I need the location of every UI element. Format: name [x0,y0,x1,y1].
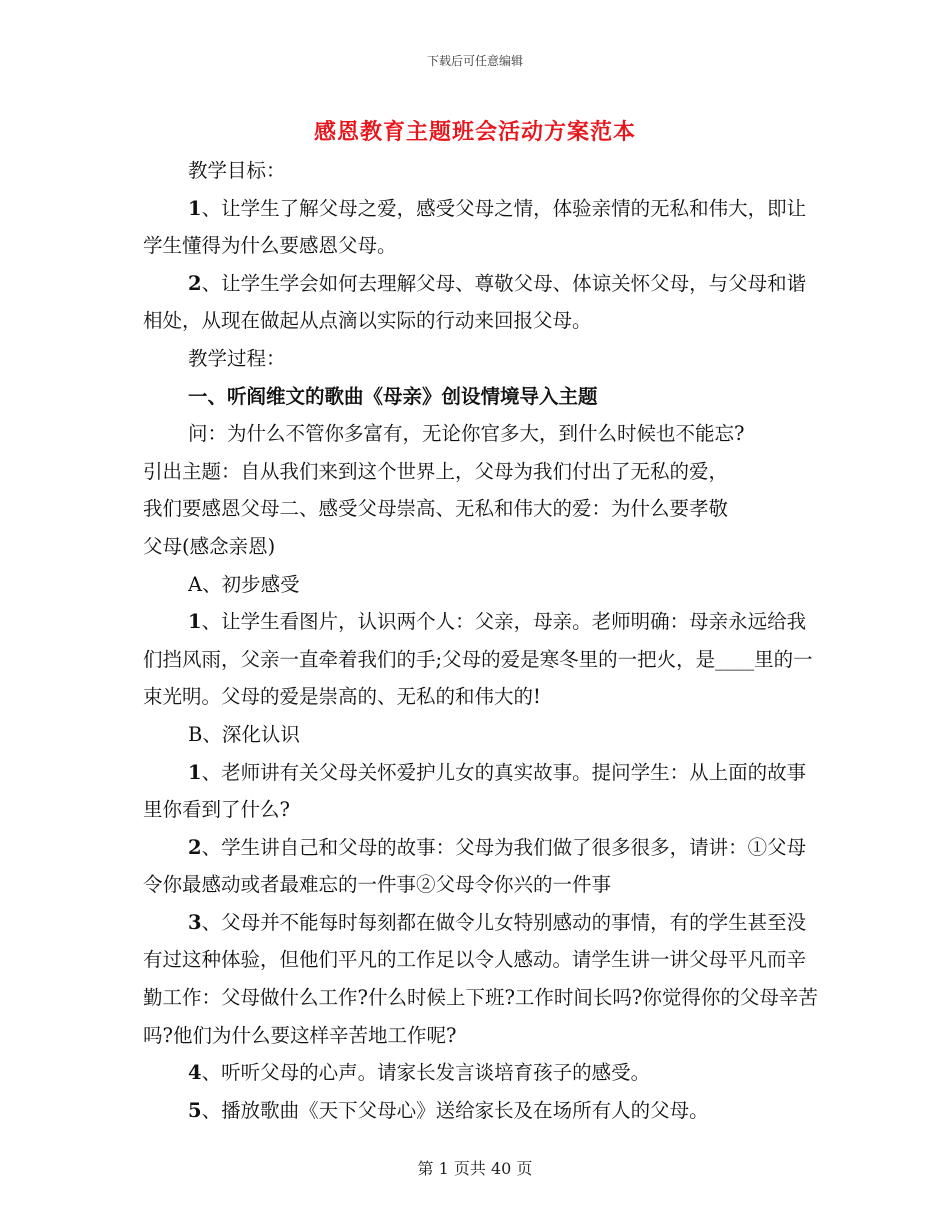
paragraph-question-line-2: 引出主题：自从我们来到这个世界上，父母为我们付出了无私的爱， [143,459,729,483]
item-number: 1 [188,760,202,784]
paragraph-text: 、让学生了解父母之爱，感受父母之情，体验亲情的无私和伟大，即让学生懂得为什么要感恩父母。 [143,196,807,258]
paragraph-teaching-process-heading: 教学过程： [188,346,286,370]
paragraph-question-line-4: 父母(感念亲恩) [143,534,276,558]
paragraph-b-1 [143,754,823,829]
paragraph-teaching-goals-heading: 教学目标： [188,159,286,182]
item-number: 1 [188,196,202,220]
header-note: 下载后可任意编辑 [426,54,523,68]
paragraph-text: 、让学生看图片，认识两个人：父亲，母亲。老师明确：母亲永远给我们挡风雨，父亲一直牵着我们的手;父母的爱是寒冬里的一把火，是____里的一束光明。父母的爱是崇高的、无私的和伟大的! [143,610,813,709]
document-body [143,152,823,1129]
paragraph-text: 、播放歌曲《天下父母心》送给家长及在场所有人的父母。 [201,1098,709,1122]
subheading-a: A、初步感受 [188,572,300,596]
item-number: 4 [188,1061,202,1085]
paragraph-goal-1 [143,190,823,265]
paragraph-question-line-1: 问：为什么不管你多富有，无论你官多大，到什么时候也不能忘? [188,422,745,446]
item-number: 2 [188,271,202,295]
section-heading-1: 一、听阎维文的歌曲《母亲》创设情境导入主题 [188,384,598,408]
paragraph-text: 、老师讲有关父母关怀爱护儿女的真实故事。提问学生：从上面的故事里你看到了什么? [143,760,807,822]
paragraph-text: 、父母并不能每时每刻都在做令儿女特别感动的事情，有的学生甚至没有过这种体验，但他们平凡的工作足以令人感动。请学生讲一讲父母平凡而辛勤工作：父母做什么工作?什么时候上下班?工作时间长吗?你觉得你的父母辛苦吗?他们为什么要这样辛苦地工作呢? [143,910,818,1047]
paragraph-text: 、让学生学会如何去理解父母、尊敬父母、体谅关怀父母，与父母和谐相处，从现在做起从点滴以实际的行动来回报父母。 [143,271,807,333]
paragraph-text: 、学生讲自己和父母的故事：父母为我们做了很多很多，请讲：①父母令你最感动或者最难忘的一件事②父母令你兴的一件事 [143,835,807,897]
document-title: 感恩教育主题班会活动方案范本 [313,119,636,145]
item-number: 5 [188,1098,202,1122]
paragraph-b-2 [143,829,823,904]
paragraph-a-1 [143,603,823,716]
paragraph-b-4 [143,1054,823,1092]
paragraph-goal-2 [143,265,823,340]
paragraph-b-3 [143,904,823,1054]
subheading-b: B、深化认识 [188,722,300,746]
paragraph-text: 、听听父母的心声。请家长发言谈培育孩子的感受。 [201,1061,651,1085]
item-number: 1 [188,610,202,634]
paragraph-question-line-3: 我们要感恩父母二、感受父母崇高、无私和伟大的爱：为什么要孝敬 [143,497,729,521]
paragraph-b-5 [143,1092,823,1130]
page-footer: 第 1 页共 40 页 [417,1159,533,1178]
item-number: 3 [188,910,202,934]
item-number: 2 [188,835,202,859]
